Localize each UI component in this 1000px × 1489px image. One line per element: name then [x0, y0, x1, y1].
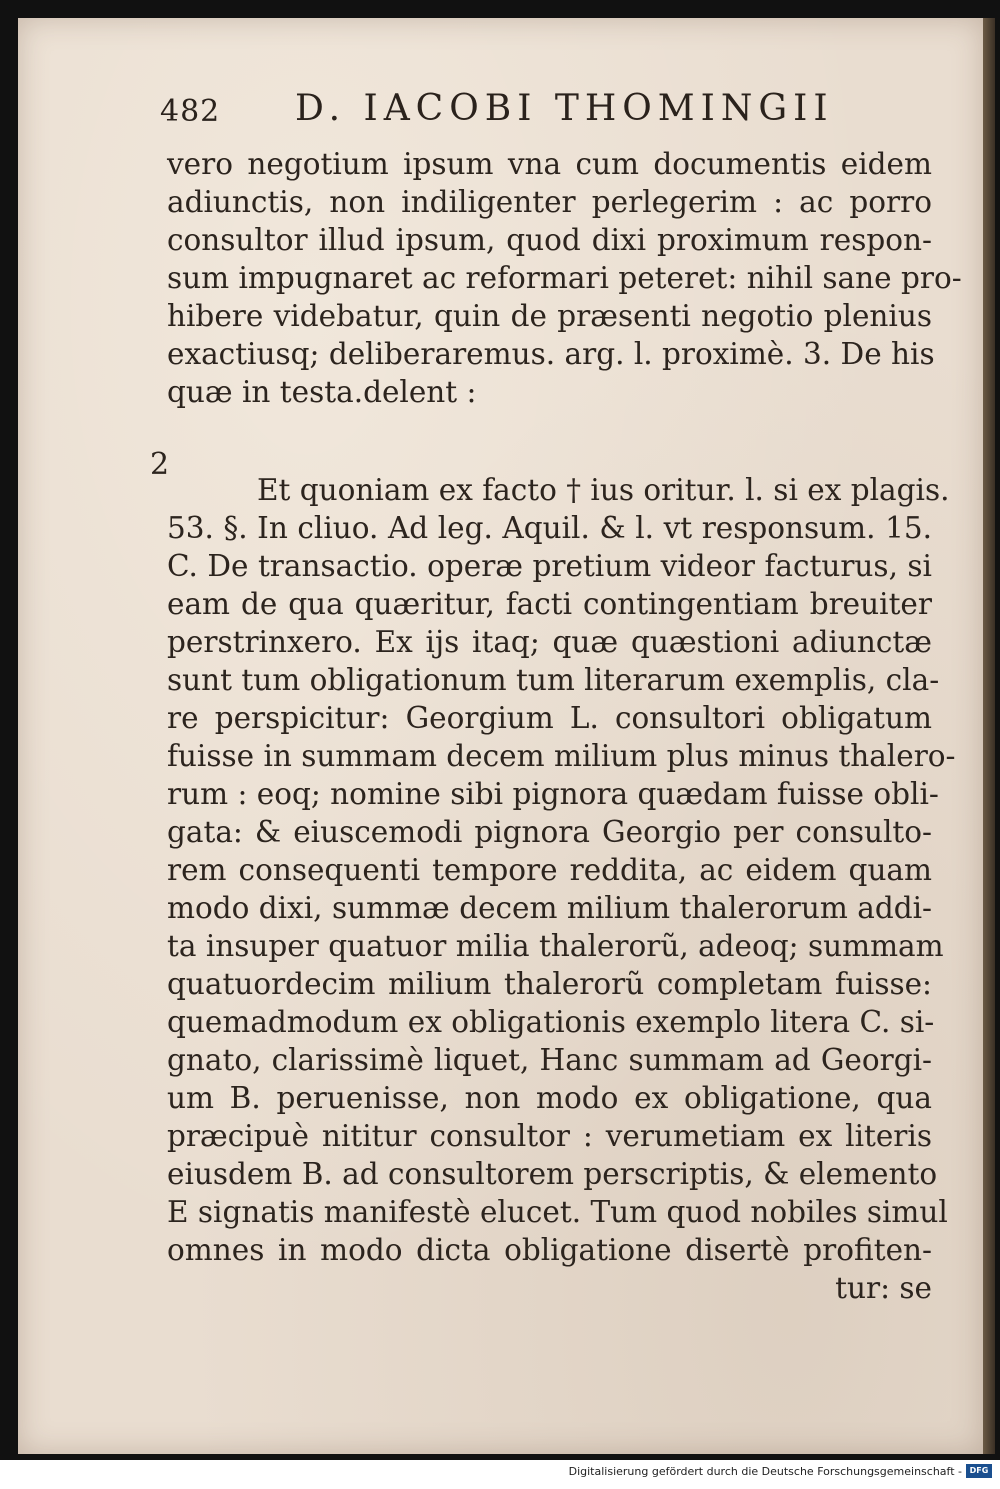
- text-line: E signatis manifestè elucet. Tum quod nobiles simul: [167, 1195, 948, 1229]
- text-line: consultor illud ipsum, quod dixi proximum respon-: [167, 223, 932, 257]
- text-line: modo dixi, summæ decem milium thalerorum addi-: [167, 891, 932, 925]
- text-line: gnato, clarissimè liquet, Hanc summam ad Georgi-: [167, 1043, 932, 1077]
- page-edge: [983, 18, 995, 1454]
- text-line: sum impugnaret ac reformari peteret: nihil sane pro-: [167, 261, 962, 295]
- text-block: [167, 145, 962, 1307]
- text-line: hibere videbatur, quin de præsenti negotio plenius: [167, 299, 932, 333]
- catchword: tur: se: [835, 1271, 932, 1305]
- footer-credit: Digitalisierung gefördert durch die Deutsche Forschungsgemeinschaft -: [568, 1465, 962, 1478]
- text-line: C. De transactio. operæ pretium videor facturus, si: [167, 549, 932, 583]
- text-line: perstrinxero. Ex ijs itaq; quæ quæstioni adiunctæ: [167, 625, 932, 659]
- margin-number: 2: [150, 447, 170, 482]
- page-header: [160, 88, 860, 138]
- text-line: re perspicitur: Georgium L. consultori obligatum: [167, 701, 932, 735]
- text-line: quæ in testa.delent :: [167, 375, 477, 409]
- text-line: fuisse in summam decem milium plus minus thalero-: [167, 739, 956, 773]
- paragraph-gap: [167, 411, 932, 471]
- text-line: rem consequenti tempore reddita, ac eidem quam: [167, 853, 932, 887]
- text-line: quatuordecim milium thalerorũ completam fuisse:: [167, 967, 932, 1001]
- text-line: um B. peruenisse, non modo ex obligatione, qua: [167, 1081, 932, 1115]
- text-line: exactiusq; deliberaremus. arg. l. proximè. 3. De his: [167, 337, 935, 371]
- paragraph-1: [167, 145, 962, 411]
- footer-bar: [0, 1460, 1000, 1489]
- text-line: præcipuè nititur consultor : verumetiam ex literis: [167, 1119, 932, 1153]
- text-line: omnes in modo dicta obligatione disertè profiten-: [167, 1233, 932, 1267]
- dfg-logo-icon: DFG: [966, 1464, 992, 1478]
- running-head: D. IACOBI THOMINGII: [295, 88, 834, 129]
- text-line: eiusdem B. ad consultorem perscriptis, & elemento: [167, 1157, 938, 1191]
- paragraph-2: [167, 471, 956, 1269]
- page-number: 482: [160, 94, 221, 129]
- text-line: Et quoniam ex facto † ius oritur. l. si ex plagis.: [257, 473, 950, 507]
- text-line: ta insuper quatuor milia thalerorũ, adeoq; summam: [167, 929, 944, 963]
- text-line: gata: & eiuscemodi pignora Georgio per consulto-: [167, 815, 932, 849]
- text-line: quemadmodum ex obligationis exemplo litera C. si-: [167, 1005, 935, 1039]
- text-line: sunt tum obligationum tum literarum exemplis, cla-: [167, 663, 940, 697]
- text-line: rum : eoq; nomine sibi pignora quædam fuisse obli-: [167, 777, 939, 811]
- text-line: vero negotium ipsum vna cum documentis eidem: [167, 147, 932, 181]
- text-line: adiunctis, non indiligenter perlegerim : ac porro: [167, 185, 932, 219]
- text-line: 53. §. In cliuo. Ad leg. Aquil. & l. vt responsum. 15.: [167, 511, 932, 545]
- text-line: eam de qua quæritur, facti contingentiam breuiter: [167, 587, 932, 621]
